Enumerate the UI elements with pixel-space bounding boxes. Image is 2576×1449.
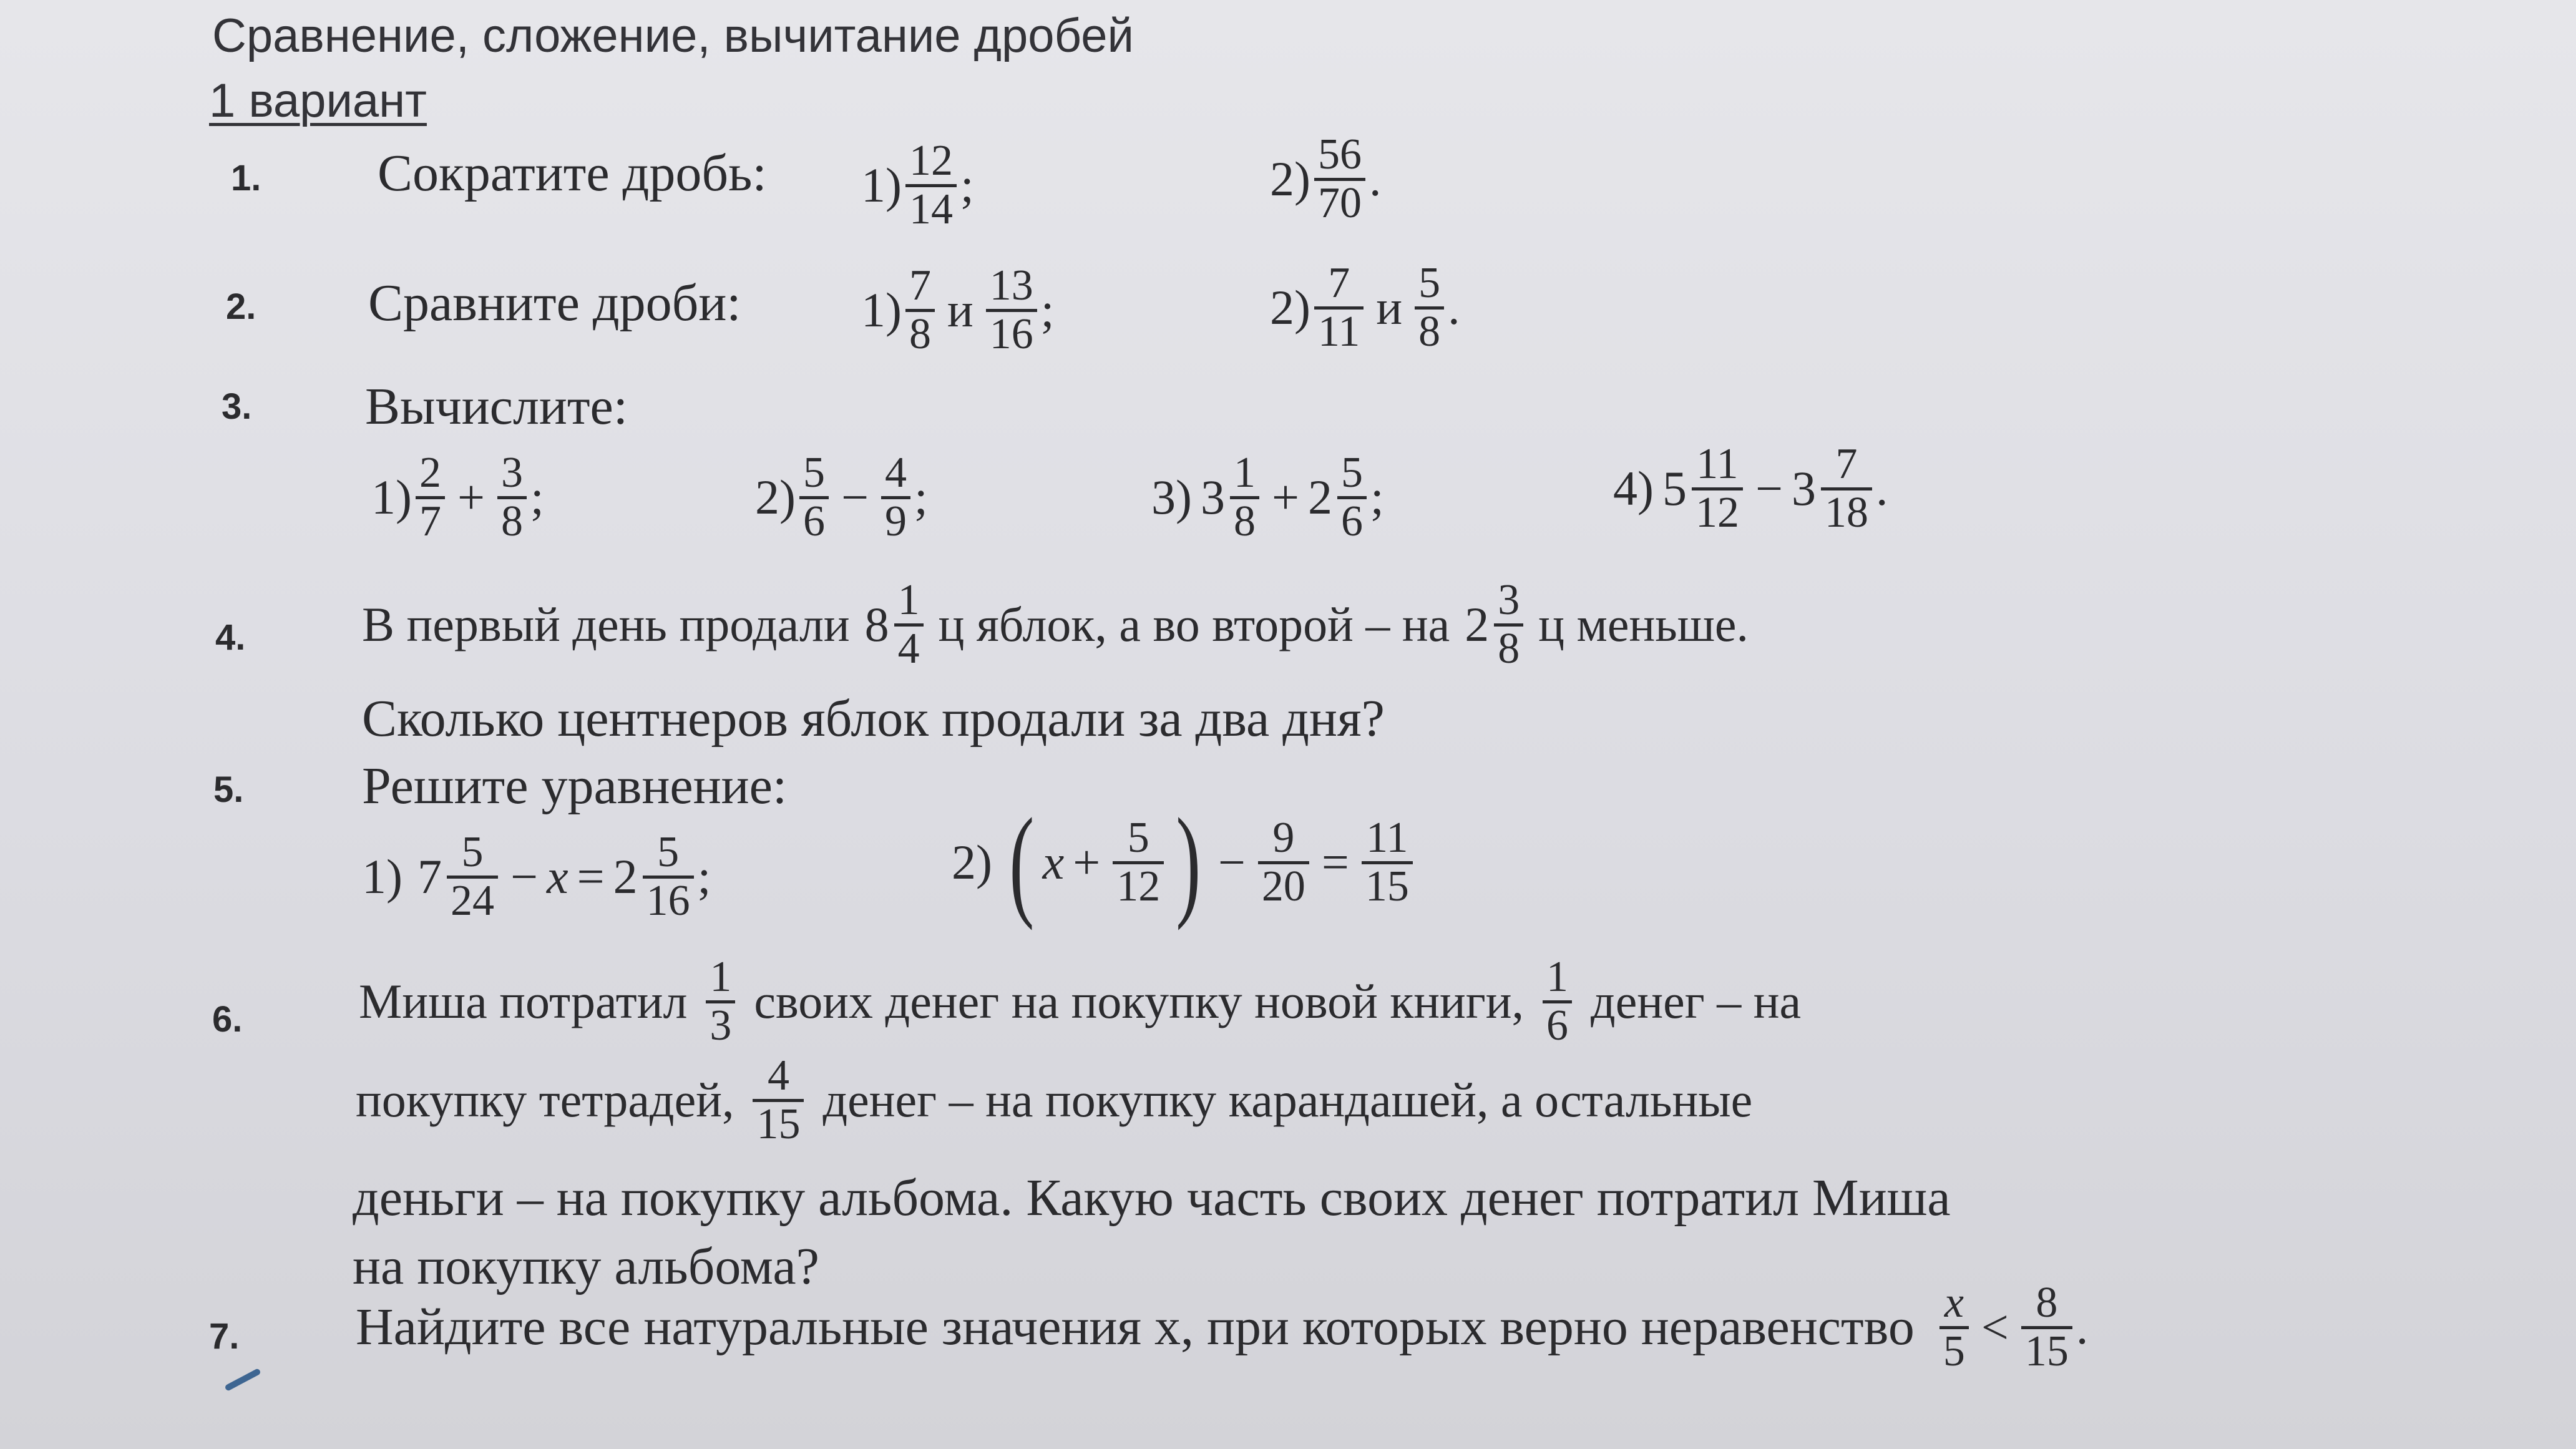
fraction: 3 8 [1494,578,1523,672]
question-5-label: Решите уравнение: [362,757,788,815]
question-3-label: Вычислите: [365,378,628,436]
q1-part-1: 1) 12 14 ; [861,137,974,233]
question-5-number: 5. [213,769,244,810]
fraction: x 5 [1939,1281,1969,1375]
fraction: 1 8 [1230,451,1259,545]
q5-equation-1: 1) 7 5 24 − x = 2 5 16 ; [362,828,711,925]
q1-part-2: 2) 56 70 . [1270,130,1382,227]
fraction: 1 6 [1543,955,1572,1049]
q3-part-1: 1) 2 7 + 3 8 ; [371,449,544,545]
q3-part-2: 2) 5 6 − 4 9 ; [755,449,928,545]
question-6-number: 6. [212,999,243,1040]
fraction: 9 20 [1258,816,1309,910]
question-2-label: Сравните дроби: [368,274,741,332]
question-3-number: 3. [222,386,252,427]
q2-part-2: 2) 7 11 и 5 8 . [1270,259,1460,356]
question-4-number: 4. [215,617,246,658]
question-4-line-2: Сколько центнеров яблок продали за два дня? [362,690,1385,748]
question-2-number: 2. [226,286,256,327]
q3-part-4: 4) 5 11 12 − 3 7 18 . [1613,440,1888,537]
fraction: 5 8 [1415,261,1444,355]
fraction: 11 15 [1362,816,1413,910]
fraction: 1 4 [894,578,924,672]
question-1-label: Сократите дробь: [378,144,767,202]
worksheet-title: Сравнение, сложение, вычитание дробей [212,9,1134,62]
fraction: 5 6 [799,451,829,545]
q2-part-1: 1) 7 8 и 13 16 ; [861,261,1055,358]
fraction: 11 12 [1692,442,1743,536]
question-6-line-1: Миша потратил 1 3 своих денег на покупку новой книги, 1 6 денег – на [359,953,1802,1050]
variant-label: 1 вариант [209,74,427,127]
question-4-line-1: В первый день продали 8 1 4 ц яблок, а во второй – на 2 3 8 ц меньше. [362,576,1749,673]
question-7-line: Найдите все натуральные значения x, при которых верно неравенство x 5 < 8 15 . [356,1279,2089,1375]
fraction: 8 15 [2021,1281,2072,1375]
fraction: 7 18 [1821,442,1872,536]
fraction: 5 24 [447,830,498,924]
fraction: 4 15 [753,1053,804,1148]
fraction: 7 8 [905,263,935,358]
fraction: 56 70 [1314,132,1365,227]
fraction: 7 11 [1314,261,1364,355]
fraction: 2 7 [416,451,445,545]
fraction: 12 14 [905,139,957,233]
q5-equation-2: 2) ( x + 5 12 ) − 9 20 = 11 15 [952,812,1417,912]
question-6-line-4: на покупку альбома? [353,1237,819,1295]
fraction: 5 12 [1113,816,1164,910]
fraction: 3 8 [497,451,527,545]
question-1-number: 1. [231,158,261,198]
fraction: 5 6 [1337,451,1367,545]
fraction: 5 16 [643,830,694,924]
fraction: 4 9 [881,451,910,545]
q3-part-3: 3) 3 1 8 + 2 5 6 ; [1151,449,1384,545]
pen-mark [224,1368,261,1392]
question-6-line-3: деньги – на покупку альбома. Какую часть своих денег потратил Миша [353,1169,1951,1227]
fraction: 1 3 [706,955,735,1049]
question-6-line-2: покупку тетрадей, 4 15 денег – на покупку карандашей, а остальные [356,1051,1753,1148]
fraction: 13 16 [986,263,1037,358]
question-7-number: 7. [209,1316,240,1357]
